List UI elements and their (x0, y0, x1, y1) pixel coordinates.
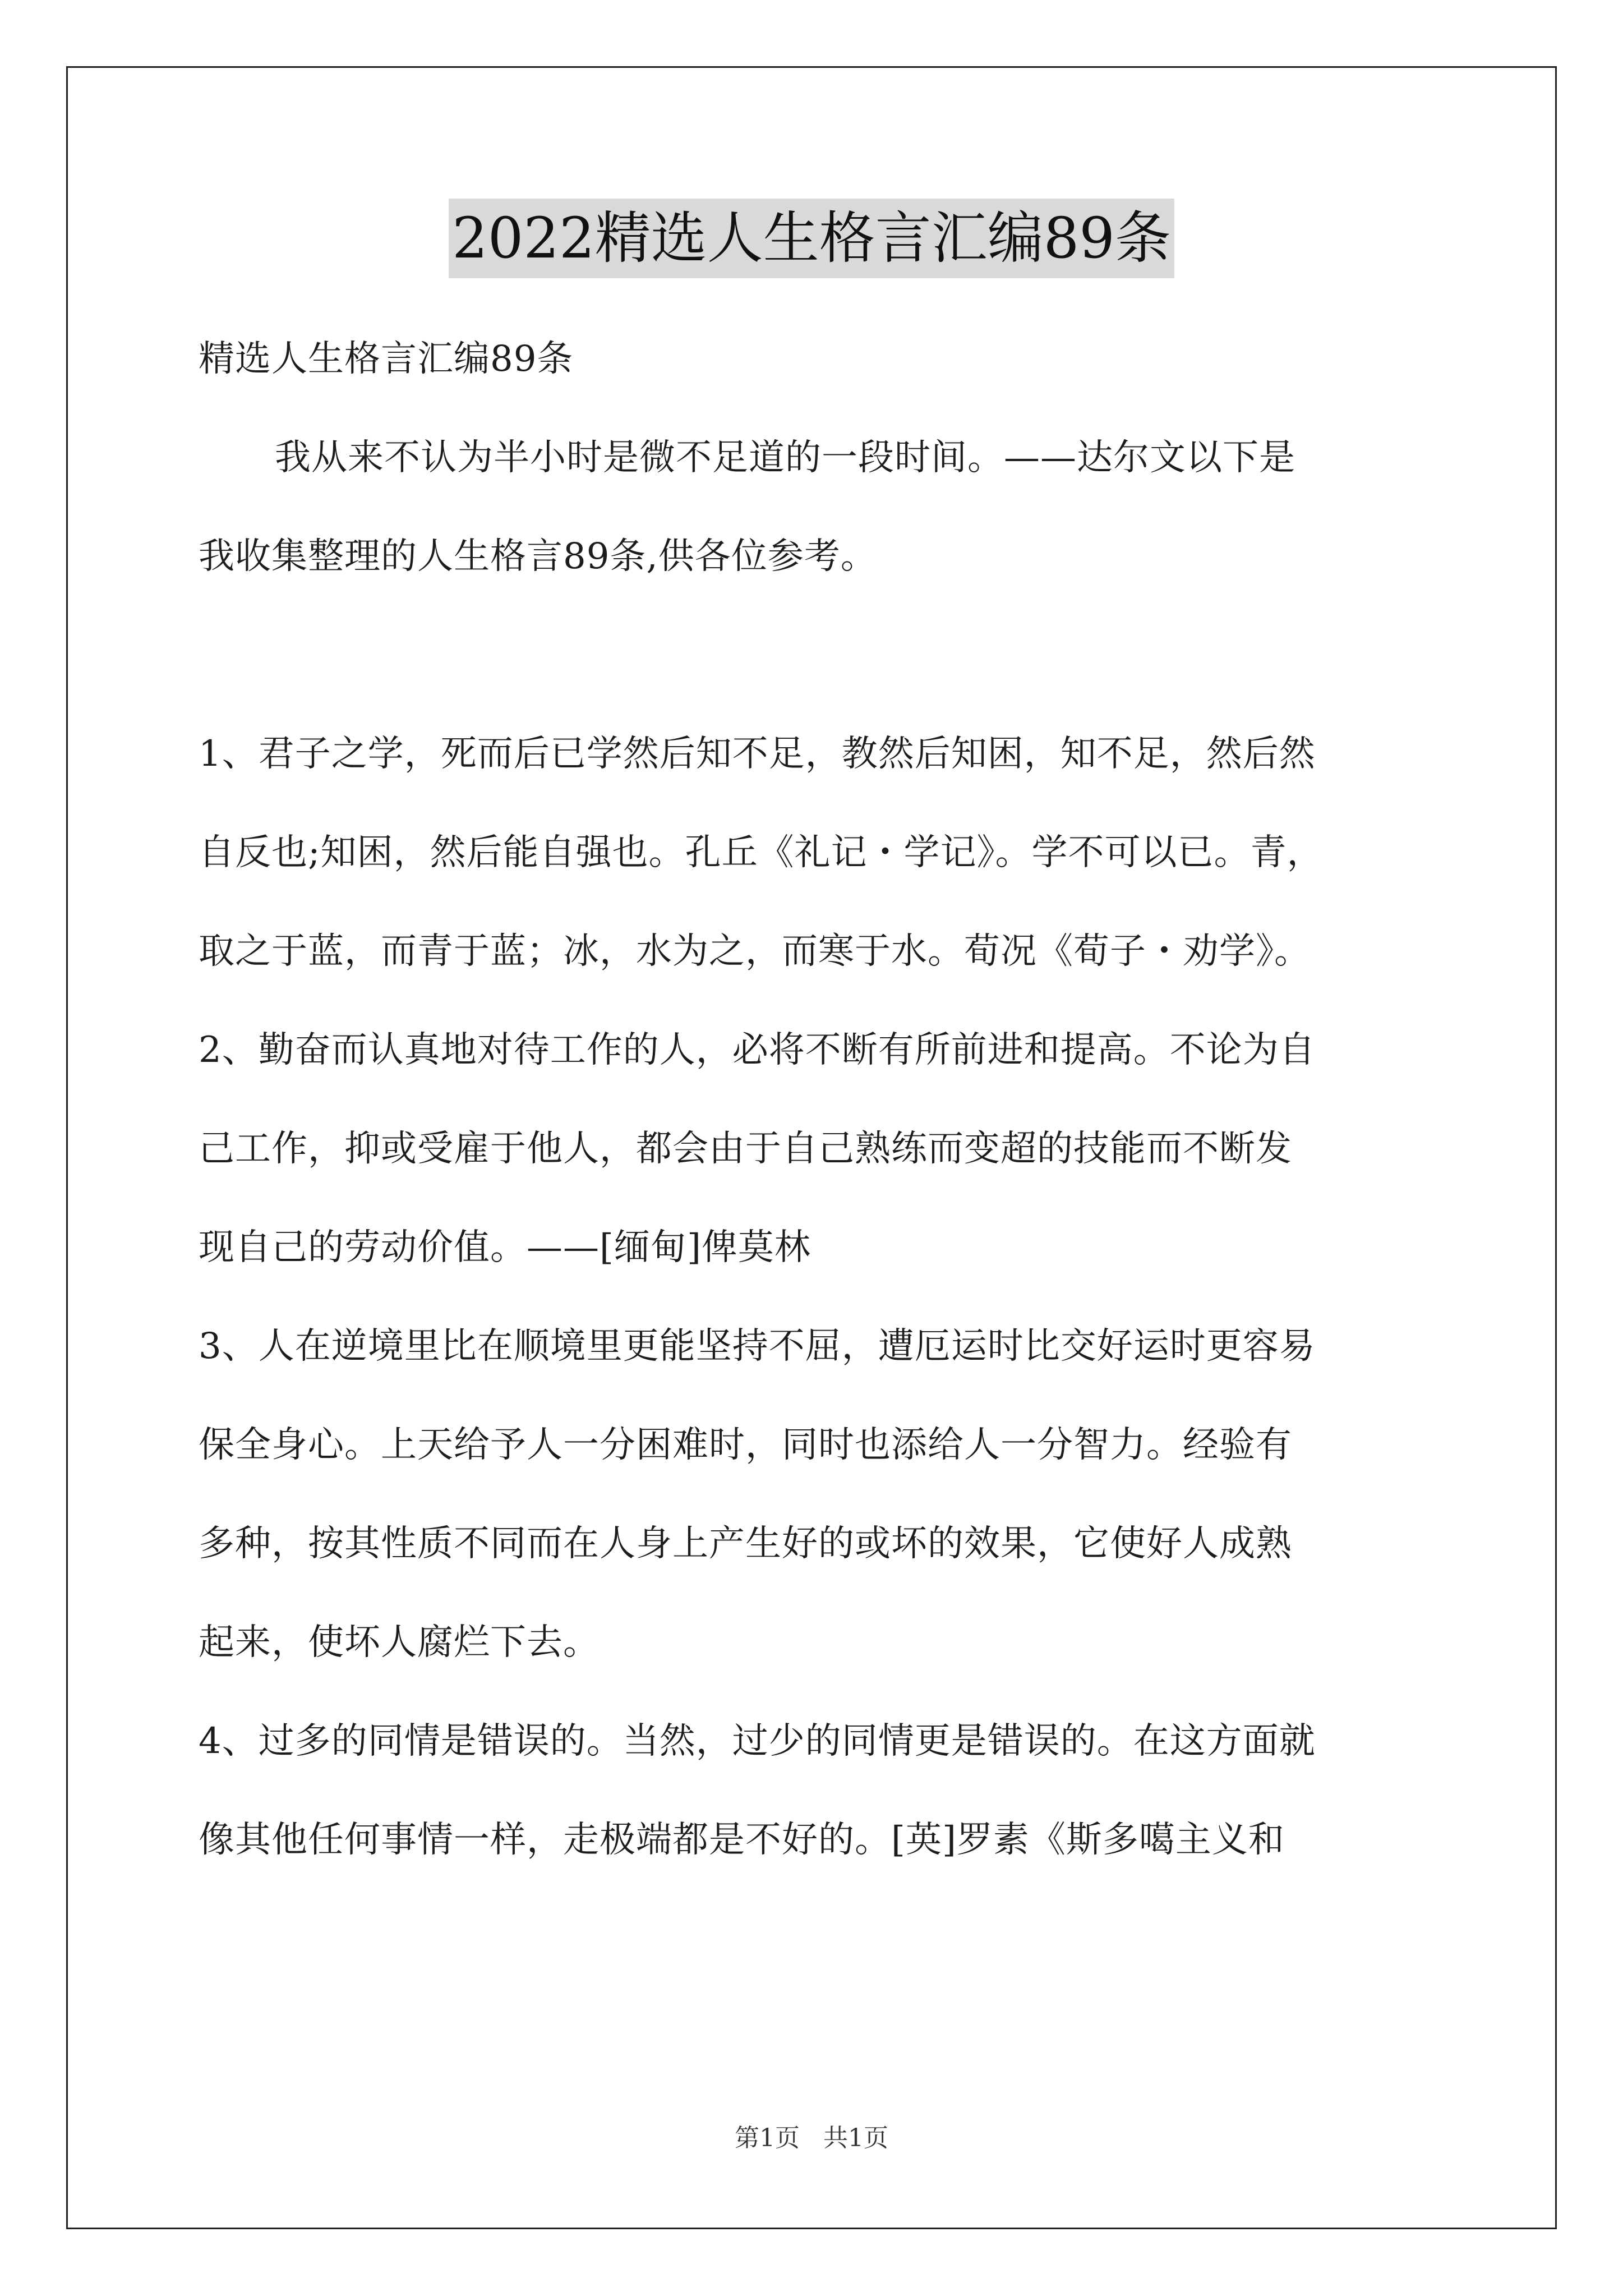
intro-line: 我从来不认为半小时是微不足道的一段时间。——达尔文以下是 (275, 437, 1295, 478)
intro-line: 我收集整理的人生格言89条,供各位参考。 (199, 536, 877, 577)
body-line: 3、人在逆境里比在顺境里更能坚持不屈，遭厄运时比交好运时更容易 (199, 1326, 1316, 1367)
body-line: 保全身心。上天给予人一分困难时，同时也添给人一分智力。经验有 (199, 1424, 1292, 1466)
body-line: 己工作，抑或受雇于他人，都会由于自己熟练而变超的技能而不断发 (199, 1128, 1292, 1170)
document-body (199, 310, 1444, 1889)
body-line: 取之于蓝，而青于蓝；冰，水为之，而寒于水。荀况《荀子・劝学》。 (199, 931, 1311, 972)
body-line: 2、勤奋而认真地对待工作的人，必将不断有所前进和提高。不论为自 (199, 1029, 1316, 1071)
document-subtitle: 精选人生格言汇编89条 (199, 338, 574, 380)
body-line: 多种，按其性质不同而在人身上产生好的或坏的效果，它使好人成熟 (199, 1523, 1292, 1565)
body-line: 1、君子之学，死而后已学然后知不足，教然后知困，知不足，然后然 (199, 733, 1316, 775)
title-container (0, 199, 1623, 278)
body-line: 4、过多的同情是错误的。当然，过少的同情更是错误的。在这方面就 (199, 1720, 1316, 1762)
body-line: 现自己的劳动价值。——[缅甸]俾莫林 (199, 1227, 811, 1268)
page-footer: 第1页 共1页 (735, 2124, 888, 2152)
paragraph-gap (199, 606, 1444, 705)
body-line: 像其他任何事情一样，走极端都是不好的。[英]罗素《斯多噶主义和 (199, 1819, 1285, 1861)
document-title: 2022精选人生格言汇编89条 (449, 199, 1174, 278)
body-line: 起来，使坏人腐烂下去。 (199, 1622, 600, 1663)
body-line: 自反也;知困，然后能自强也。孔丘《礼记・学记》。学不可以已。青， (199, 832, 1324, 873)
